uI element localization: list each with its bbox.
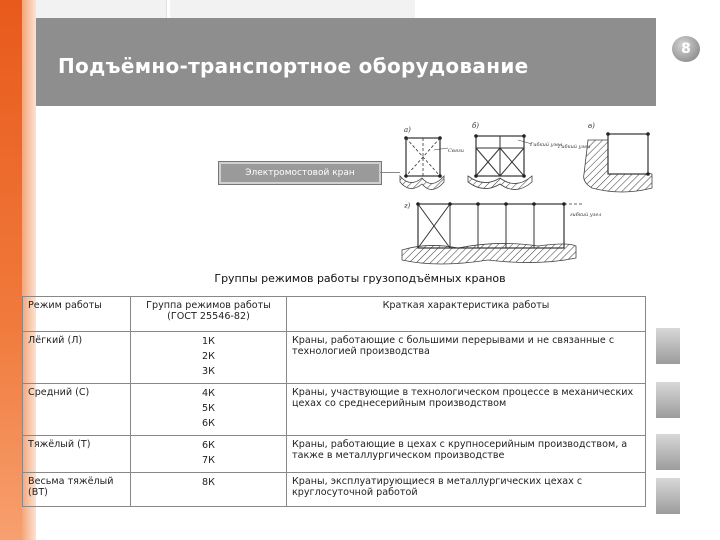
page-number-badge: 8 <box>672 36 700 62</box>
crane-type-label: Электромостовой кран <box>218 161 382 185</box>
top-decor-block <box>170 0 415 18</box>
group-value: 2К <box>202 350 215 362</box>
mode-cell: Тяжёлый (Т) <box>23 436 131 473</box>
mode-cell: Весьма тяжёлый (ВТ) <box>23 472 131 506</box>
group-value: 6К <box>202 440 215 451</box>
diagram-label: б) <box>472 122 480 130</box>
diagram-label: в) <box>588 122 595 130</box>
decor-square <box>656 434 680 470</box>
connector-line <box>380 172 400 173</box>
mode-cell: Лёгкий (Л) <box>23 332 131 384</box>
diagram-label: а) <box>404 126 411 134</box>
slide-title: Подъёмно-транспортное оборудование <box>58 54 529 78</box>
top-decor-block <box>36 0 167 18</box>
table-caption: Группы режимов работы грузоподъёмных кранов <box>214 272 506 285</box>
group-value: 7К <box>202 454 215 466</box>
decor-square <box>656 382 680 418</box>
header-desc: Краткая характеристика работы <box>287 297 646 332</box>
diagram-label: Гибкий узел <box>530 142 563 148</box>
table-row <box>23 436 646 473</box>
crane-modes-table <box>22 296 646 507</box>
desc-cell: Краны, эксплуатирующиеся в металлургических цехах с круглосуточной работой <box>287 472 646 506</box>
table-header-row <box>23 297 646 332</box>
mode-cell: Средний (С) <box>23 384 131 436</box>
desc-cell: Краны, участвующие в технологическом процессе в механических цехах со среднесерийным производством <box>287 384 646 436</box>
group-cell <box>131 436 287 473</box>
group-cell <box>131 472 287 506</box>
group-cell <box>131 384 287 436</box>
table-row <box>23 472 646 506</box>
decor-square <box>656 478 680 514</box>
desc-cell: Краны, работающие с большими перерывами и не связанные с технологией производства <box>287 332 646 384</box>
diagram-label: Связи <box>448 148 464 154</box>
group-value: 1К <box>202 336 215 347</box>
group-cell <box>131 332 287 384</box>
title-right-strip <box>656 18 720 106</box>
diagram-label: г) <box>404 202 411 210</box>
group-value: 8К <box>202 476 215 488</box>
table-row <box>23 332 646 384</box>
diagram-label: Гибкий узел <box>558 144 591 150</box>
header-group: Группа режимов работы (ГОСТ 25546-82) <box>131 297 287 332</box>
frame-diagram <box>398 118 656 268</box>
group-value: 5К <box>202 402 215 414</box>
diagram-label: гибкий узел <box>570 212 602 218</box>
desc-cell: Краны, работающие в цехах с крупносерийным производством, а также в металлургическом производстве <box>287 436 646 473</box>
group-value: 3К <box>202 365 215 377</box>
header-mode: Режим работы <box>23 297 131 332</box>
left-orange-band <box>0 0 22 540</box>
decor-square <box>656 328 680 364</box>
group-value: 6К <box>202 417 215 429</box>
group-value: 4К <box>202 388 215 399</box>
table-row <box>23 384 646 436</box>
